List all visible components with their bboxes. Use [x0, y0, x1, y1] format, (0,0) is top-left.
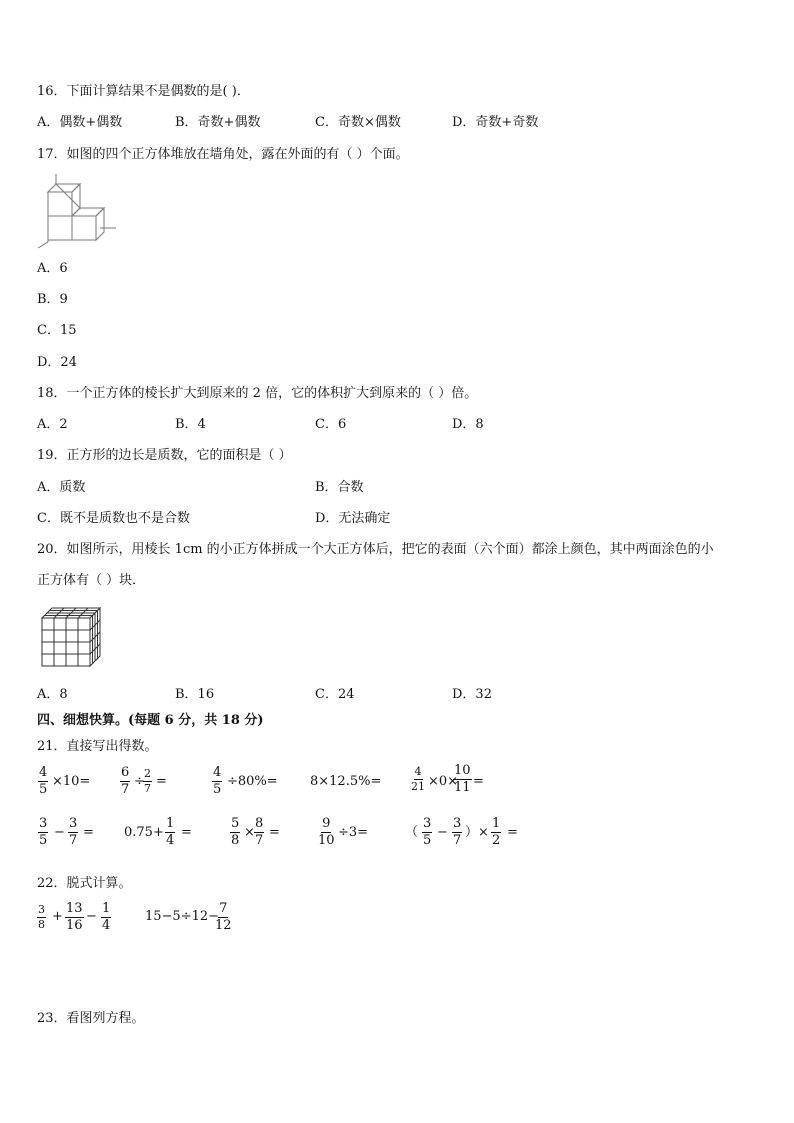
q21-e10-fraction3: $\frac{1}{2}$ [492, 816, 501, 848]
q16-option-b[interactable]: B．奇数+偶数 [175, 115, 261, 130]
q21-e2-fraction2: $\frac{2}{7}$ [144, 767, 151, 795]
q18-option-a[interactable]: A．2 [37, 417, 68, 432]
q22-p1-op2: − [86, 909, 97, 924]
q19-stem: 19．正方形的边长是质数，它的面积是（ ） [37, 448, 292, 463]
q19-option-d[interactable]: D．无法确定 [315, 511, 391, 526]
big-cube-figure [40, 606, 102, 668]
section-4-title: 四、细想快算。(每题 6 分，共 18 分) [37, 713, 264, 728]
q17-option-c[interactable]: C．15 [37, 323, 77, 338]
q16-stem: 16．下面计算结果不是偶数的是( )． [37, 84, 250, 99]
q22-stem: 22．脱式计算。 [37, 876, 132, 891]
q17-option-a[interactable]: A．6 [37, 261, 68, 276]
q20-stem-line1: 20．如图所示，用棱长 1cm 的小正方体拼成一个大正方体后，把它的表面（六个面）都涂上颜色，其中两面涂色的小 [37, 542, 714, 557]
q21-e9-fraction: $\frac{9}{10}$ [318, 816, 335, 848]
q21-e6-rest: = [83, 825, 94, 840]
q22-p2-pre: 15−5÷12− [145, 909, 220, 924]
q18-option-b[interactable]: B．4 [175, 417, 206, 432]
q21-e10-op: − [437, 825, 448, 840]
q20-option-b[interactable]: B．16 [175, 687, 215, 702]
q16-option-c[interactable]: C．奇数×偶数 [315, 115, 401, 130]
q21-e4: 8×12.5%= [310, 774, 382, 789]
q21-e5-fraction1: $\frac{4}{21}$ [411, 765, 425, 793]
q22-p2-fraction: $\frac{7}{12}$ [215, 901, 232, 933]
q21-e8-op: × [244, 825, 255, 840]
q22-p1-fraction2: $\frac{13}{16}$ [66, 901, 83, 933]
q21-e10-fraction1: $\frac{3}{5}$ [423, 816, 432, 848]
q21-e8-fraction1: $\frac{5}{8}$ [231, 816, 240, 848]
q22-p1-op1: + [52, 909, 63, 924]
q17-option-d[interactable]: D．24 [37, 355, 77, 370]
q21-e10-rparen: ）× [465, 825, 489, 840]
q20-option-d[interactable]: D．32 [452, 687, 492, 702]
q16-option-d[interactable]: D．奇数+奇数 [452, 115, 539, 130]
q19-option-c[interactable]: C．既不是质数也不是合数 [37, 511, 190, 526]
q19-option-b[interactable]: B．合数 [315, 480, 364, 495]
q21-e9-rest: ÷3= [338, 825, 369, 840]
q21-e5-fraction2: $\frac{10}{11}$ [454, 763, 471, 795]
q21-stem: 21．直接写出得数。 [37, 739, 158, 754]
q21-e6-fraction2: $\frac{3}{7}$ [69, 816, 78, 848]
q23-stem: 23．看图列方程。 [37, 1011, 145, 1026]
q21-e1-fraction: $\frac{4}{5}$ [39, 765, 48, 797]
q18-option-d[interactable]: D．8 [452, 417, 484, 432]
q21-e3-rest: ÷80%= [227, 774, 278, 789]
q18-option-c[interactable]: C．6 [315, 417, 347, 432]
q21-e2-op: ÷ [134, 774, 145, 789]
q17-option-b[interactable]: B．9 [37, 292, 68, 307]
q21-e6-fraction1: $\frac{3}{5}$ [39, 816, 48, 848]
q21-e10-lparen: （ [405, 825, 419, 840]
corner-cubes-figure [36, 170, 120, 250]
q22-p1-fraction1: $\frac{3}{8}$ [38, 903, 45, 931]
q21-e10-fraction2: $\frac{3}{7}$ [453, 816, 462, 848]
q21-e8-fraction2: $\frac{8}{7}$ [255, 816, 264, 848]
q16-option-a[interactable]: A．偶数+偶数 [37, 115, 123, 130]
q21-e5-mid: ×0× [428, 774, 459, 789]
q18-stem: 18．一个正方体的棱长扩大到原来的 2 倍，它的体积扩大到原来的（ ）倍。 [37, 386, 478, 401]
q21-e7-fraction: $\frac{1}{4}$ [166, 816, 175, 848]
q20-option-c[interactable]: C．24 [315, 687, 355, 702]
q21-e5-rest: = [473, 774, 484, 789]
q21-e1-rest: ×10= [52, 774, 91, 789]
q21-e6-op: − [54, 825, 65, 840]
q20-stem-line2: 正方体有（ ）块． [37, 573, 146, 588]
q21-e2-rest: = [156, 774, 167, 789]
q21-e7-pre: 0.75+ [124, 825, 164, 840]
q20-option-a[interactable]: A．8 [37, 687, 68, 702]
q17-stem: 17．如图的四个正方体堆放在墙角处，露在外面的有（ ）个面。 [37, 147, 409, 162]
q19-option-a[interactable]: A．质数 [37, 480, 86, 495]
q22-p1-fraction3: $\frac{1}{4}$ [102, 901, 111, 933]
q21-e2-fraction1: $\frac{6}{7}$ [121, 765, 130, 797]
q21-e10-rest: = [507, 825, 518, 840]
q21-e7-rest: = [181, 825, 192, 840]
q21-e3-fraction: $\frac{4}{5}$ [213, 765, 222, 797]
q21-e8-rest: = [269, 825, 280, 840]
